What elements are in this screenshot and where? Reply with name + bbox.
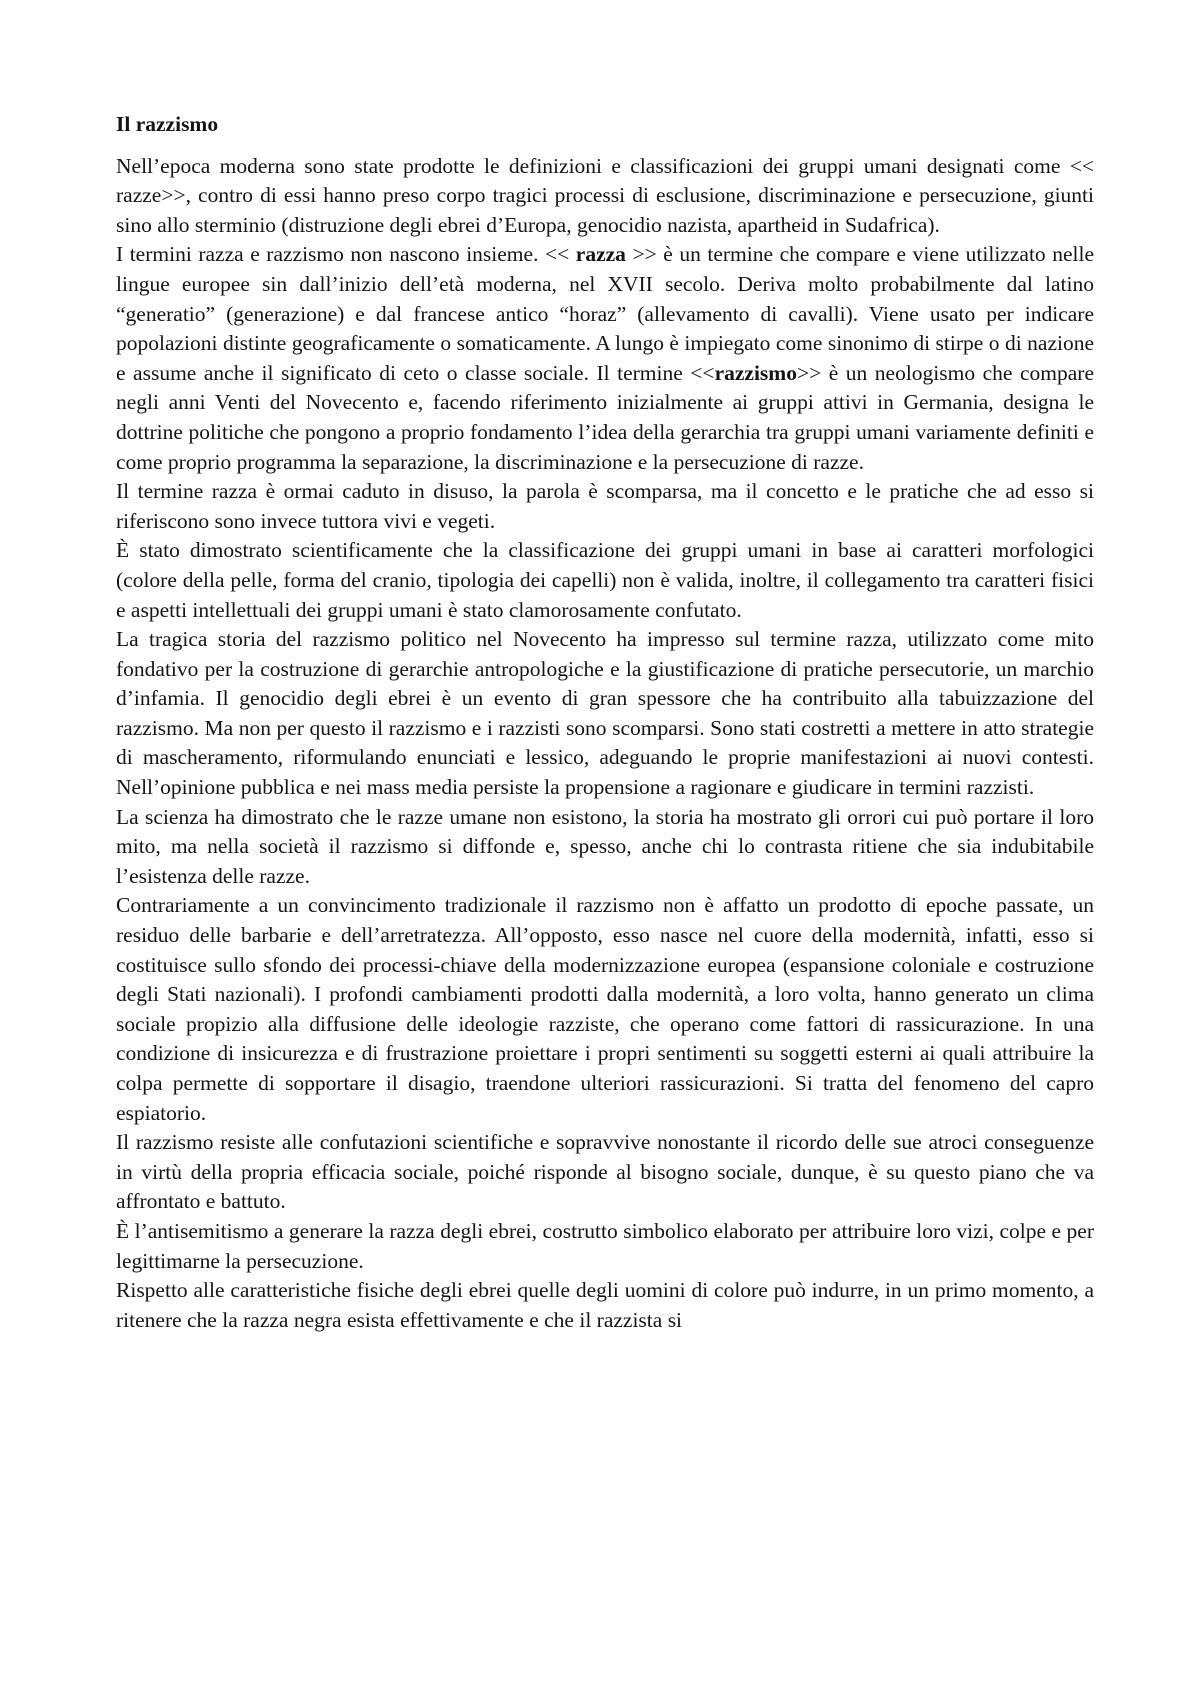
text-run: Rispetto alle caratteristiche fisiche degli ebrei quelle degli uomini di colore può indurre, in un primo momento, a ritenere che la razza negra esista effettivamente e che il razzista si bbox=[116, 1278, 1094, 1332]
text-run: La tragica storia del razzismo politico nel Novecento ha impresso sul termine razza, utilizzato come mito fondativo per la costruzione di gerarchie antropologiche e la giustificazione di pratiche persecutorie, un marchio d’infamia. Il genocidio degli ebrei è un evento di gran spessore che ha contribuito alla tabuizzazione del razzismo. Ma non per questo il razzismo e i razzisti sono scomparsi. Sono stati costretti a mettere in atto strategie di mascheramento, riformulando enunciati e lessico, adeguando le proprie manifestazioni ai nuovi contesti. Nell’opinione pubblica e nei mass media persiste la propensione a ragionare e giudicare in termini razzisti. bbox=[116, 627, 1094, 800]
text-run: >> è un neologismo che compare negli anni Venti del Novecento e, facendo riferimento inizialmente ai gruppi attivi in Germania, designa le dottrine politiche che pongono a proprio fondamento l’idea della gerarchia tra gruppi umani variamente definiti e come proprio programma la separazione, la discriminazione e la persecuzione di razze. bbox=[116, 360, 1094, 474]
bold-term: razza bbox=[575, 242, 626, 267]
paragraph bbox=[116, 1128, 1094, 1217]
paragraph bbox=[116, 477, 1094, 536]
text-run: >> è un termine che compare e viene utilizzato nelle lingue europee sin dall’inizio dell’età moderna, nel XVII secolo. Deriva molto probabilmente dal latino “generatio” (generazione) e dal francese antico “horaz” (allevamento di cavalli). Viene usato per indicare popolazioni distinte geograficamente o somaticamente. A lungo è impiegato come sinonimo di stirpe o di nazione e assume anche il significato di ceto o classe sociale. Il termine << bbox=[116, 242, 1094, 385]
document-title: Il razzismo bbox=[116, 112, 219, 136]
paragraph bbox=[116, 625, 1094, 803]
text-run: Contrariamente a un convincimento tradizionale il razzismo non è affatto un prodotto di epoche passate, un residuo delle barbarie e dell’arretratezza. All’opposto, esso nasce nel cuore della modernità, infatti, esso si costituisce sullo sfondo dei processi-chiave della modernizzazione europea (espansione coloniale e costruzione degli Stati nazionali). I profondi cambiamenti prodotti dalla modernità, a loro volta, hanno generato un clima sociale propizio alla diffusione delle ideologie razziste, che operano come fattori di rassicurazione. In una condizione di insicurezza e di frustrazione proiettare i propri sentimenti su soggetti esterni ai quali attribuire la colpa permette di sopportare il disagio, traendone ulteriori rassicurazioni. Si tratta del fenomeno del capro espiatorio. bbox=[116, 893, 1094, 1125]
paragraph bbox=[116, 803, 1094, 892]
paragraph bbox=[116, 1217, 1094, 1276]
paragraph bbox=[116, 891, 1094, 1128]
text-run: È l’antisemitismo a generare la razza degli ebrei, costrutto simbolico elaborato per attribuire loro vizi, colpe e per legittimarne la persecuzione. bbox=[116, 1218, 1094, 1273]
text-run: La scienza ha dimostrato che le razze umane non esistono, la storia ha mostrato gli orrori cui può portare il loro mito, ma nella società il razzismo si diffonde e, spesso, anche chi lo contrasta ritiene che sia indubitabile l’esistenza delle razze. bbox=[116, 804, 1094, 888]
text-run: Il razzismo resiste alle confutazioni scientifiche e sopravvive nonostante il ricordo delle sue atroci conseguenze in virtù della propria efficacia sociale, poiché risponde al bisogno sociale, dunque, è su questo piano che va affrontato e battuto. bbox=[116, 1130, 1094, 1214]
paragraph bbox=[116, 1276, 1094, 1335]
text-run: Nell’epoca moderna sono state prodotte le definizioni e classificazioni dei gruppi umani designati come << razze>>, contro di essi hanno preso corpo tragici processi di esclusione, discriminazione e persecuzione, giunti sino allo sterminio (distruzione degli ebrei d’Europa, genocidio nazista, apartheid in Sudafrica). bbox=[116, 153, 1094, 237]
text-run: Il termine razza è ormai caduto in disuso, la parola è scomparsa, ma il concetto e le pratiche che ad esso si riferiscono sono invece tuttora vivi e vegeti. bbox=[116, 479, 1094, 533]
paragraph bbox=[116, 536, 1094, 625]
document-page bbox=[116, 110, 1094, 1335]
document-body bbox=[116, 152, 1094, 1336]
paragraph bbox=[116, 240, 1094, 477]
paragraph bbox=[116, 152, 1094, 241]
text-run: È stato dimostrato scientificamente che la classificazione dei gruppi umani in base ai caratteri morfologici (colore della pelle, forma del cranio, tipologia dei capelli) non è valida, inoltre, il collegamento tra caratteri fisici e aspetti intellettuali dei gruppi umani è stato clamorosamente confutato. bbox=[116, 538, 1094, 622]
text-run: I termini razza e razzismo non nascono insieme. << bbox=[116, 242, 576, 267]
bold-term: razzismo bbox=[714, 360, 797, 385]
